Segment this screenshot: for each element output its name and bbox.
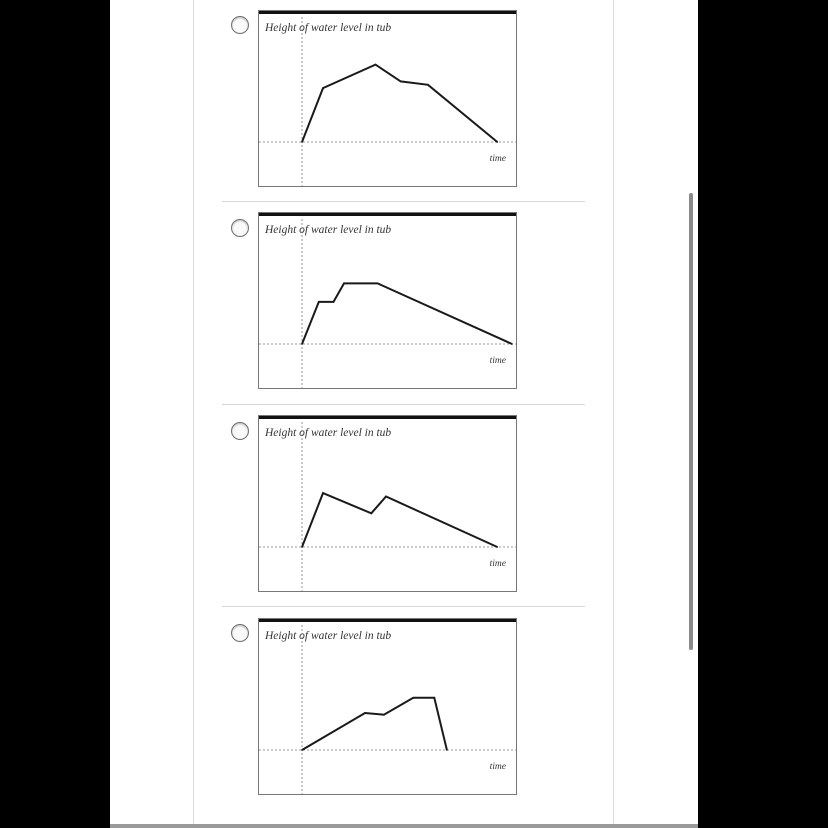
data-point [383,714,385,716]
data-point [375,64,377,66]
option-1-graph [258,10,517,187]
data-point [301,343,303,345]
x-axis-label: time [489,559,506,569]
data-point [322,492,324,494]
data-point [301,546,303,548]
x-axis-label: time [489,762,506,772]
x-axis-label: time [489,356,506,366]
option-3-plot [259,416,518,593]
data-point [400,81,402,83]
data-point [413,697,415,699]
water-level-line [302,493,497,547]
y-axis-label: Height of water level in tub [265,22,392,34]
data-point [333,301,335,303]
data-point [511,343,513,345]
option-divider [222,201,585,202]
water-level-line [302,698,447,750]
data-point [343,283,345,285]
data-point [427,84,429,86]
y-axis-label: Height of water level in tub [265,427,392,439]
bottom-edge [110,824,698,828]
data-point [497,546,499,548]
data-point [446,749,448,751]
option-2-graph [258,212,517,389]
scrollbar[interactable] [689,193,693,650]
data-point [322,87,324,89]
option-4-radio[interactable] [231,624,249,642]
data-point [364,712,366,714]
y-axis-label: Height of water level in tub [265,630,392,642]
data-point [434,697,436,699]
water-level-line [302,283,512,344]
option-1-plot [259,11,518,188]
data-point [371,513,373,515]
data-point [377,283,379,285]
option-4-graph [258,618,517,795]
data-point [301,749,303,751]
option-3-graph [258,415,517,592]
option-divider [222,404,585,405]
water-level-line [302,65,497,142]
data-point [497,141,499,143]
data-point [385,496,387,498]
y-axis-label: Height of water level in tub [265,224,392,236]
data-point [301,141,303,143]
option-1-radio[interactable] [231,16,249,34]
data-point [318,301,320,303]
option-divider [222,606,585,607]
option-2-radio[interactable] [231,219,249,237]
x-axis-label: time [489,154,506,164]
option-4-plot [259,619,518,796]
option-2-plot [259,213,518,390]
option-3-radio[interactable] [231,422,249,440]
